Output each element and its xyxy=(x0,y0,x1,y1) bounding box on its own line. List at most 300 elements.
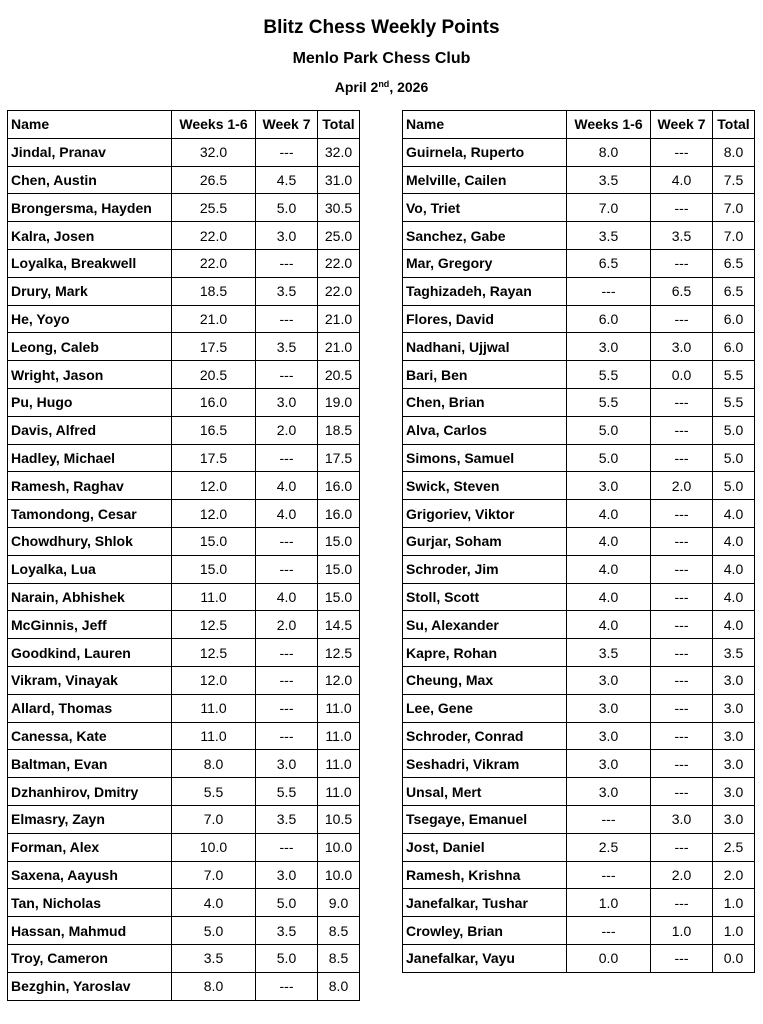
player-name: Janefalkar, Vayu xyxy=(403,944,567,972)
week-7-points: --- xyxy=(256,694,318,722)
total-points: 15.0 xyxy=(318,583,360,611)
page-title: Blitz Chess Weekly Points xyxy=(263,17,500,38)
weeks-1-6-points: 5.0 xyxy=(567,444,651,472)
player-name: Loyalka, Breakwell xyxy=(8,249,172,277)
weeks-1-6-points: 17.5 xyxy=(172,333,256,361)
player-name: Simons, Samuel xyxy=(403,444,567,472)
table-row xyxy=(8,889,360,917)
weeks-1-6-points: 15.0 xyxy=(172,555,256,583)
weeks-1-6-points: 11.0 xyxy=(172,722,256,750)
week-7-points: --- xyxy=(651,778,713,806)
table-row xyxy=(8,555,360,583)
week-7-points: 2.0 xyxy=(651,472,713,500)
total-points: 7.5 xyxy=(713,166,755,194)
total-points: 8.0 xyxy=(318,972,360,1000)
player-name: Davis, Alfred xyxy=(8,416,172,444)
week-7-points: --- xyxy=(256,527,318,555)
weeks-1-6-points: 11.0 xyxy=(172,694,256,722)
total-points: 2.0 xyxy=(713,861,755,889)
week-7-points: 5.5 xyxy=(256,778,318,806)
player-name: Chen, Brian xyxy=(403,388,567,416)
week-7-points: 4.0 xyxy=(256,472,318,500)
table-row xyxy=(403,361,755,389)
table-row xyxy=(8,694,360,722)
weeks-1-6-points: 5.0 xyxy=(567,416,651,444)
player-name: Baltman, Evan xyxy=(8,750,172,778)
weeks-1-6-points: 12.0 xyxy=(172,500,256,528)
weeks-1-6-points: 10.0 xyxy=(172,833,256,861)
total-points: 1.0 xyxy=(713,917,755,945)
standings-table-left xyxy=(7,110,360,1001)
weeks-1-6-points: 16.0 xyxy=(172,388,256,416)
player-name: Stoll, Scott xyxy=(403,583,567,611)
week-7-points: --- xyxy=(651,944,713,972)
table-row xyxy=(403,611,755,639)
week-7-points: --- xyxy=(256,833,318,861)
week-7-points: 4.0 xyxy=(256,583,318,611)
weeks-1-6-points: 26.5 xyxy=(172,166,256,194)
col-header-name: Name xyxy=(403,111,567,139)
player-name: Pu, Hugo xyxy=(8,388,172,416)
weeks-1-6-points: 5.0 xyxy=(172,917,256,945)
player-name: Leong, Caleb xyxy=(8,333,172,361)
player-name: Vikram, Vinayak xyxy=(8,666,172,694)
total-points: 8.5 xyxy=(318,917,360,945)
week-7-points: --- xyxy=(651,500,713,528)
total-points: 8.5 xyxy=(318,944,360,972)
total-points: 16.0 xyxy=(318,472,360,500)
total-points: 3.0 xyxy=(713,694,755,722)
player-name: Drury, Mark xyxy=(8,277,172,305)
player-name: Jindal, Pranav xyxy=(8,138,172,166)
total-points: 4.0 xyxy=(713,500,755,528)
week-7-points: 3.0 xyxy=(256,222,318,250)
player-name: Saxena, Aayush xyxy=(8,861,172,889)
week-7-points: --- xyxy=(651,694,713,722)
total-points: 4.0 xyxy=(713,555,755,583)
player-name: Seshadri, Vikram xyxy=(403,750,567,778)
date-year: , 2026 xyxy=(389,79,429,95)
weeks-1-6-points: 16.5 xyxy=(172,416,256,444)
weeks-1-6-points: 3.0 xyxy=(567,694,651,722)
total-points: 21.0 xyxy=(318,333,360,361)
total-points: 4.0 xyxy=(713,583,755,611)
week-7-points: --- xyxy=(651,388,713,416)
weeks-1-6-points: 3.0 xyxy=(567,722,651,750)
left-table-body xyxy=(8,138,360,1000)
col-header-week-7: Week 7 xyxy=(256,111,318,139)
table-row xyxy=(8,583,360,611)
table-row xyxy=(8,722,360,750)
weeks-1-6-points: 12.0 xyxy=(172,666,256,694)
club-name: Menlo Park Chess Club xyxy=(292,50,471,67)
total-points: 3.0 xyxy=(713,778,755,806)
total-points: 3.0 xyxy=(713,750,755,778)
player-name: Tsegaye, Emanuel xyxy=(403,805,567,833)
week-7-points: 4.0 xyxy=(256,500,318,528)
total-points: 15.0 xyxy=(318,527,360,555)
player-name: Melville, Cailen xyxy=(403,166,567,194)
weeks-1-6-points: 20.5 xyxy=(172,361,256,389)
table-row xyxy=(403,778,755,806)
weeks-1-6-points: 4.0 xyxy=(567,555,651,583)
player-name: Hadley, Michael xyxy=(8,444,172,472)
table-row xyxy=(403,166,755,194)
week-7-points: --- xyxy=(651,249,713,277)
player-name: He, Yoyo xyxy=(8,305,172,333)
player-name: Tamondong, Cesar xyxy=(8,500,172,528)
total-points: 21.0 xyxy=(318,305,360,333)
table-row xyxy=(403,944,755,972)
table-row xyxy=(403,889,755,917)
total-points: 14.5 xyxy=(318,611,360,639)
table-row xyxy=(403,305,755,333)
week-7-points: 3.0 xyxy=(256,388,318,416)
total-points: 15.0 xyxy=(318,555,360,583)
table-row xyxy=(8,500,360,528)
total-points: 7.0 xyxy=(713,194,755,222)
total-points: 5.0 xyxy=(713,444,755,472)
weeks-1-6-points: 8.0 xyxy=(172,972,256,1000)
player-name: Loyalka, Lua xyxy=(8,555,172,583)
player-name: Sanchez, Gabe xyxy=(403,222,567,250)
player-name: Alva, Carlos xyxy=(403,416,567,444)
week-7-points: --- xyxy=(651,889,713,917)
weeks-1-6-points: 11.0 xyxy=(172,583,256,611)
player-name: Kalra, Josen xyxy=(8,222,172,250)
total-points: 11.0 xyxy=(318,722,360,750)
total-points: 3.0 xyxy=(713,666,755,694)
table-row xyxy=(8,805,360,833)
table-row xyxy=(403,750,755,778)
table-row xyxy=(8,138,360,166)
week-7-points: 1.0 xyxy=(651,917,713,945)
table-row xyxy=(8,472,360,500)
week-7-points: 0.0 xyxy=(651,361,713,389)
right-table-body xyxy=(403,138,755,972)
table-row xyxy=(403,388,755,416)
week-7-points: --- xyxy=(651,138,713,166)
table-row xyxy=(8,666,360,694)
weeks-1-6-points: 3.0 xyxy=(567,666,651,694)
weeks-1-6-points: 25.5 xyxy=(172,194,256,222)
weeks-1-6-points: 4.0 xyxy=(567,527,651,555)
player-name: Brongersma, Hayden xyxy=(8,194,172,222)
table-row xyxy=(403,639,755,667)
total-points: 3.0 xyxy=(713,722,755,750)
total-points: 22.0 xyxy=(318,277,360,305)
table-row xyxy=(8,527,360,555)
week-7-points: --- xyxy=(651,583,713,611)
weeks-1-6-points: 3.5 xyxy=(567,166,651,194)
week-7-points: --- xyxy=(651,555,713,583)
total-points: 11.0 xyxy=(318,750,360,778)
player-name: Allard, Thomas xyxy=(8,694,172,722)
player-name: Canessa, Kate xyxy=(8,722,172,750)
total-points: 7.0 xyxy=(713,222,755,250)
weeks-1-6-points: --- xyxy=(567,861,651,889)
week-7-points: --- xyxy=(651,416,713,444)
table-row xyxy=(8,611,360,639)
total-points: 10.0 xyxy=(318,861,360,889)
player-name: Troy, Cameron xyxy=(8,944,172,972)
table-row xyxy=(8,972,360,1000)
week-7-points: --- xyxy=(651,722,713,750)
table-row xyxy=(8,388,360,416)
total-points: 22.0 xyxy=(318,249,360,277)
weeks-1-6-points: 3.0 xyxy=(567,333,651,361)
table-row xyxy=(403,500,755,528)
total-points: 19.0 xyxy=(318,388,360,416)
table-row xyxy=(403,555,755,583)
week-7-points: 2.0 xyxy=(256,611,318,639)
table-row xyxy=(403,583,755,611)
weeks-1-6-points: --- xyxy=(567,277,651,305)
total-points: 5.5 xyxy=(713,361,755,389)
player-name: Nadhani, Ujjwal xyxy=(403,333,567,361)
table-row xyxy=(8,333,360,361)
total-points: 4.0 xyxy=(713,611,755,639)
week-7-points: 5.0 xyxy=(256,944,318,972)
player-name: Narain, Abhishek xyxy=(8,583,172,611)
weeks-1-6-points: 7.0 xyxy=(172,805,256,833)
table-row xyxy=(8,917,360,945)
total-points: 12.0 xyxy=(318,666,360,694)
table-row xyxy=(8,249,360,277)
total-points: 8.0 xyxy=(713,138,755,166)
player-name: Cheung, Max xyxy=(403,666,567,694)
weeks-1-6-points: 21.0 xyxy=(172,305,256,333)
table-row xyxy=(403,917,755,945)
table-row xyxy=(403,444,755,472)
total-points: 4.0 xyxy=(713,527,755,555)
total-points: 0.0 xyxy=(713,944,755,972)
player-name: Taghizadeh, Rayan xyxy=(403,277,567,305)
player-name: McGinnis, Jeff xyxy=(8,611,172,639)
weeks-1-6-points: 22.0 xyxy=(172,222,256,250)
header-row xyxy=(403,111,755,139)
weeks-1-6-points: 1.0 xyxy=(567,889,651,917)
total-points: 3.0 xyxy=(713,805,755,833)
week-7-points: 4.0 xyxy=(651,166,713,194)
weeks-1-6-points: 12.0 xyxy=(172,472,256,500)
total-points: 10.5 xyxy=(318,805,360,833)
total-points: 30.5 xyxy=(318,194,360,222)
week-7-points: 4.5 xyxy=(256,166,318,194)
total-points: 16.0 xyxy=(318,500,360,528)
weeks-1-6-points: 7.0 xyxy=(172,861,256,889)
week-7-points: --- xyxy=(651,666,713,694)
weeks-1-6-points: 5.5 xyxy=(567,361,651,389)
weeks-1-6-points: 17.5 xyxy=(172,444,256,472)
total-points: 17.5 xyxy=(318,444,360,472)
total-points: 6.5 xyxy=(713,249,755,277)
table-row xyxy=(403,527,755,555)
weeks-1-6-points: 18.5 xyxy=(172,277,256,305)
weeks-1-6-points: 32.0 xyxy=(172,138,256,166)
weeks-1-6-points: 4.0 xyxy=(567,611,651,639)
player-name: Kapre, Rohan xyxy=(403,639,567,667)
total-points: 2.5 xyxy=(713,833,755,861)
player-name: Lee, Gene xyxy=(403,694,567,722)
total-points: 5.0 xyxy=(713,472,755,500)
week-7-points: --- xyxy=(256,444,318,472)
week-7-points: --- xyxy=(651,833,713,861)
weeks-1-6-points: 8.0 xyxy=(567,138,651,166)
weeks-1-6-points: 12.5 xyxy=(172,639,256,667)
table-row xyxy=(403,222,755,250)
week-7-points: 5.0 xyxy=(256,889,318,917)
weeks-1-6-points: 3.5 xyxy=(567,222,651,250)
table-row xyxy=(8,166,360,194)
weeks-1-6-points: 5.5 xyxy=(172,778,256,806)
player-name: Chen, Austin xyxy=(8,166,172,194)
table-row xyxy=(8,277,360,305)
week-7-points: --- xyxy=(256,249,318,277)
table-row xyxy=(403,472,755,500)
table-row xyxy=(8,833,360,861)
week-7-points: --- xyxy=(651,750,713,778)
week-7-points: --- xyxy=(651,194,713,222)
table-row xyxy=(8,639,360,667)
weeks-1-6-points: --- xyxy=(567,805,651,833)
col-header-weeks-1-6: Weeks 1-6 xyxy=(172,111,256,139)
weeks-1-6-points: 3.0 xyxy=(567,778,651,806)
week-7-points: 3.0 xyxy=(256,750,318,778)
total-points: 3.5 xyxy=(713,639,755,667)
table-row xyxy=(8,444,360,472)
week-7-points: 3.0 xyxy=(651,805,713,833)
player-name: Forman, Alex xyxy=(8,833,172,861)
total-points: 11.0 xyxy=(318,778,360,806)
weeks-1-6-points: 3.5 xyxy=(567,639,651,667)
player-name: Flores, David xyxy=(403,305,567,333)
weeks-1-6-points: 3.0 xyxy=(567,750,651,778)
player-name: Schroder, Conrad xyxy=(403,722,567,750)
weeks-1-6-points: 15.0 xyxy=(172,527,256,555)
total-points: 11.0 xyxy=(318,694,360,722)
week-7-points: --- xyxy=(256,972,318,1000)
week-7-points: 2.0 xyxy=(256,416,318,444)
table-row xyxy=(403,666,755,694)
player-name: Mar, Gregory xyxy=(403,249,567,277)
week-7-points: 6.5 xyxy=(651,277,713,305)
table-row xyxy=(403,694,755,722)
week-7-points: --- xyxy=(256,361,318,389)
player-name: Chowdhury, Shlok xyxy=(8,527,172,555)
total-points: 5.0 xyxy=(713,416,755,444)
player-name: Schroder, Jim xyxy=(403,555,567,583)
week-7-points: --- xyxy=(651,305,713,333)
player-name: Goodkind, Lauren xyxy=(8,639,172,667)
week-7-points: 5.0 xyxy=(256,194,318,222)
player-name: Bezghin, Yaroslav xyxy=(8,972,172,1000)
table-row xyxy=(403,861,755,889)
player-name: Gurjar, Soham xyxy=(403,527,567,555)
table-row xyxy=(403,333,755,361)
table-row xyxy=(403,833,755,861)
table-row xyxy=(403,416,755,444)
total-points: 9.0 xyxy=(318,889,360,917)
weeks-1-6-points: 22.0 xyxy=(172,249,256,277)
total-points: 1.0 xyxy=(713,889,755,917)
week-7-points: --- xyxy=(256,305,318,333)
table-row xyxy=(8,361,360,389)
weeks-1-6-points: 4.0 xyxy=(567,583,651,611)
date-suffix: nd xyxy=(378,79,390,89)
table-row xyxy=(8,222,360,250)
weeks-1-6-points: 3.5 xyxy=(172,944,256,972)
week-7-points: 3.0 xyxy=(651,333,713,361)
total-points: 18.5 xyxy=(318,416,360,444)
weeks-1-6-points: 0.0 xyxy=(567,944,651,972)
table-row xyxy=(8,861,360,889)
weeks-1-6-points: 4.0 xyxy=(172,889,256,917)
week-7-points: --- xyxy=(651,639,713,667)
week-7-points: --- xyxy=(256,666,318,694)
col-header-total: Total xyxy=(318,111,360,139)
player-name: Ramesh, Raghav xyxy=(8,472,172,500)
player-name: Unsal, Mert xyxy=(403,778,567,806)
week-7-points: 3.5 xyxy=(256,333,318,361)
header-row xyxy=(8,111,360,139)
week-7-points: --- xyxy=(651,611,713,639)
weeks-1-6-points: --- xyxy=(567,917,651,945)
total-points: 31.0 xyxy=(318,166,360,194)
col-header-weeks-1-6: Weeks 1-6 xyxy=(567,111,651,139)
report-date xyxy=(0,77,763,97)
player-name: Jost, Daniel xyxy=(403,833,567,861)
total-points: 6.0 xyxy=(713,305,755,333)
col-header-name: Name xyxy=(8,111,172,139)
player-name: Su, Alexander xyxy=(403,611,567,639)
player-name: Bari, Ben xyxy=(403,361,567,389)
table-row xyxy=(8,416,360,444)
week-7-points: --- xyxy=(256,639,318,667)
weeks-1-6-points: 3.0 xyxy=(567,472,651,500)
weeks-1-6-points: 7.0 xyxy=(567,194,651,222)
player-name: Wright, Jason xyxy=(8,361,172,389)
player-name: Ramesh, Krishna xyxy=(403,861,567,889)
week-7-points: --- xyxy=(651,527,713,555)
weeks-1-6-points: 4.0 xyxy=(567,500,651,528)
player-name: Janefalkar, Tushar xyxy=(403,889,567,917)
week-7-points: --- xyxy=(256,138,318,166)
total-points: 10.0 xyxy=(318,833,360,861)
player-name: Hassan, Mahmud xyxy=(8,917,172,945)
total-points: 6.0 xyxy=(713,333,755,361)
table-row xyxy=(8,305,360,333)
table-row xyxy=(8,194,360,222)
week-7-points: --- xyxy=(256,722,318,750)
player-name: Vo, Triet xyxy=(403,194,567,222)
standings-table-right xyxy=(402,110,755,973)
week-7-points: 3.5 xyxy=(256,277,318,305)
weeks-1-6-points: 5.5 xyxy=(567,388,651,416)
total-points: 5.5 xyxy=(713,388,755,416)
col-header-total: Total xyxy=(713,111,755,139)
col-header-week-7: Week 7 xyxy=(651,111,713,139)
week-7-points: 3.5 xyxy=(256,805,318,833)
player-name: Swick, Steven xyxy=(403,472,567,500)
total-points: 6.5 xyxy=(713,277,755,305)
player-name: Tan, Nicholas xyxy=(8,889,172,917)
player-name: Elmasry, Zayn xyxy=(8,805,172,833)
table-row xyxy=(403,722,755,750)
total-points: 25.0 xyxy=(318,222,360,250)
weeks-1-6-points: 8.0 xyxy=(172,750,256,778)
total-points: 20.5 xyxy=(318,361,360,389)
